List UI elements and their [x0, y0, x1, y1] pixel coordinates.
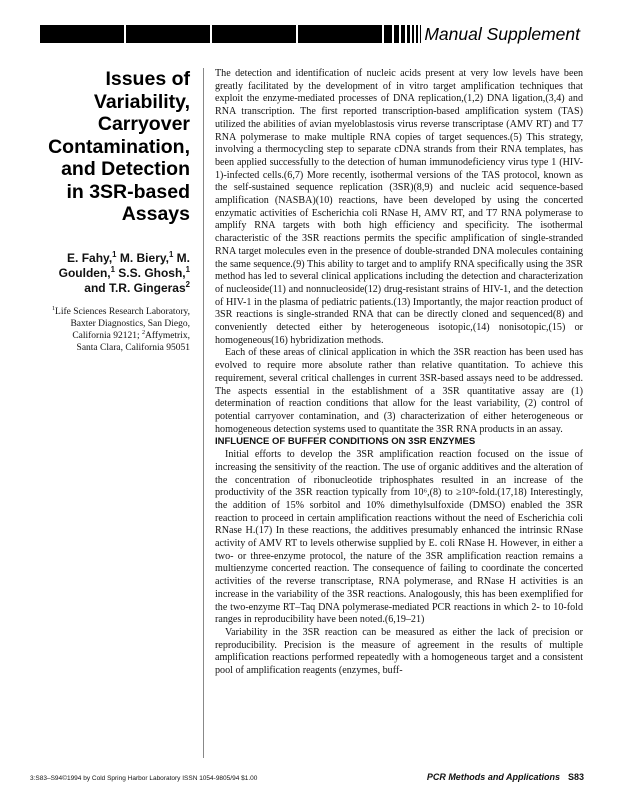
page-number: S83 — [567, 772, 584, 782]
journal-name: PCR Methods and Applications — [426, 772, 560, 782]
header-rule — [40, 25, 392, 43]
title-line: Variability, — [93, 90, 190, 113]
section-label: Manual Supplement — [424, 23, 580, 44]
section-heading: INFLUENCE OF BUFFER CONDITIONS ON 3SR ENZYMES — [215, 436, 476, 448]
article-body — [215, 68, 583, 678]
page-footer — [30, 772, 584, 782]
column-divider — [203, 68, 204, 758]
header-bars — [392, 25, 421, 43]
title-line: Contamination, — [48, 135, 190, 158]
paragraph: Variability in the 3SR reaction can be measured as either the lack of precision or reproducibility. Precision is the measure of agreement in the results of multiple amplification reactions performed repeatedly with a homogeneous target and a consistent pool of amplification reagents (enzymes, buff- — [215, 626, 583, 677]
paragraph: Each of these areas of clinical application in which the 3SR reaction has been used has evolved to require more absolute rather than relative quantitation. To achieve this requirement, several critical challenges in current 3SR-based assays need to be addressed. The aspects essential in the establishment of a 3SR quantitative assay are (1) determination of reaction conditions that allow for the least variability, (2) control of potential carryover contamination, and (3) characterization of either heterogeneous or homogeneous detection systems used to quantitate the 3SR RNA products in an assay. — [215, 347, 583, 435]
title-line: Assays — [121, 203, 190, 225]
title-line: Issues of — [105, 68, 190, 90]
copyright-line: 3:S83–S94©1994 by Cold Spring Harbor Laboratory ISSN 1054-9805/94 $1.00 — [30, 775, 258, 782]
journal-footer — [427, 772, 584, 782]
title-column — [30, 68, 190, 354]
paragraph: The detection and identification of nucleic acids present at very low levels have been greatly facilitated by the development of in vitro target amplification techniques that exploit the enzyme-mediated processes of DNA replication,(1,2) DNA ligation,(3,4) and RNA transcription. The first reported transcription-based amplification system (TAS) utilized the abilities of avian myeloblastosis virus reverse transcriptase (AMV RT) and T7 RNA polymerase to make multiple RNA copies of target sequences.(5) This strategy, involving a thermocycling step to separate cDNA strands from their RNA templates, has been applied successfully to the detection of human immunodeficiency virus type 1 (HIV-1)-infected cells.(6,7) More recently, isothermal versions of the TAS protocol, known as the self-sustained sequence replication (3SR)(8,9) and nucleic acid sequence-based amplification (NASBA)(10) reactions, have been developed by using the concerted enzymatic activities of Escherichia coli RNase H, AMV RT, and T7 RNA polymerase to amplify RNA targets with both high efficiency and specificity. The isothermal characteristic of the 3SR reactions permits the specific amplification of single-stranded RNA target molecules even in the presence of double-stranded DNA molecules containing the same sequence.(9) This ability to target and to amplify RNA specifically using the 3SR method has led to several clinical applications including the detection and characterization of nucleoside(11) and nonnucleoside(12) drug-resistant strains of HIV-1, and the detection of HIV-1 in the plasma of pediatric patients.(13) Importantly, the major reaction product of 3SR reactions is single-stranded RNA that can be directly cloned and sequenced(8) and conveniently detected either by heterogeneous isotopic,(14) nonisotopic,(15) or homogeneous(16) hybridization methods. — [215, 68, 583, 346]
paragraph: Initial efforts to develop the 3SR amplification reaction focused on the issue of increasing the sensitivity of the reaction. The use of organic additives and the alteration of the concentration of ribonucleotide triphosphates resulted in an increase of the productivity of the 3SR reaction typically from 10⁶,(8) to ≥10⁹-fold.(17,18) Interestingly, the addition of 15% sorbitol and 10% dimethylsulfoxide (DMSO) enabled the 3SR reaction to proceed in certain amplification reactions without the need of Escherichia coli RNase H.(17) In these reactions, the additives presumably enhanced the intrinsic RNase activity of AMV RT to levels otherwise supplied by E. coli RNase H. However, in either a two- or three-enzyme protocol, the nature of the 3SR amplification reaction remains a multienzyme concerted reaction. The consequence of failing to coordinate the concerted activities of the reverse transcriptase, RNA polymerase, and RNase H activities is an increase in the variability of the 3SR reactions. Analogously, this has been exemplified for the two-enzyme RT–Taq DNA polymerase-mediated PCR reactions in which 2- to 10-fold ranges in reproducibility have been noted.(6,19–21) — [215, 449, 583, 626]
article-title — [30, 68, 190, 226]
running-header — [40, 24, 580, 44]
title-line: and Detection — [61, 158, 190, 180]
title-line: in 3SR-based — [66, 180, 190, 203]
affiliations: $^1$Life Sciences Research Laboratory, Baxter Diagnostics, San Diego, California 92121; $^2$Affymetrix, Santa Clara, California 95051 — [51, 305, 190, 353]
title-line: Carryover — [97, 113, 190, 135]
author-list: E. Fahy,$^1$ M. Biery,$^1$ M. Goulden,$^1$ S.S. Ghosh,$^1$ and T.R. Gingeras$^2$ — [58, 249, 190, 295]
